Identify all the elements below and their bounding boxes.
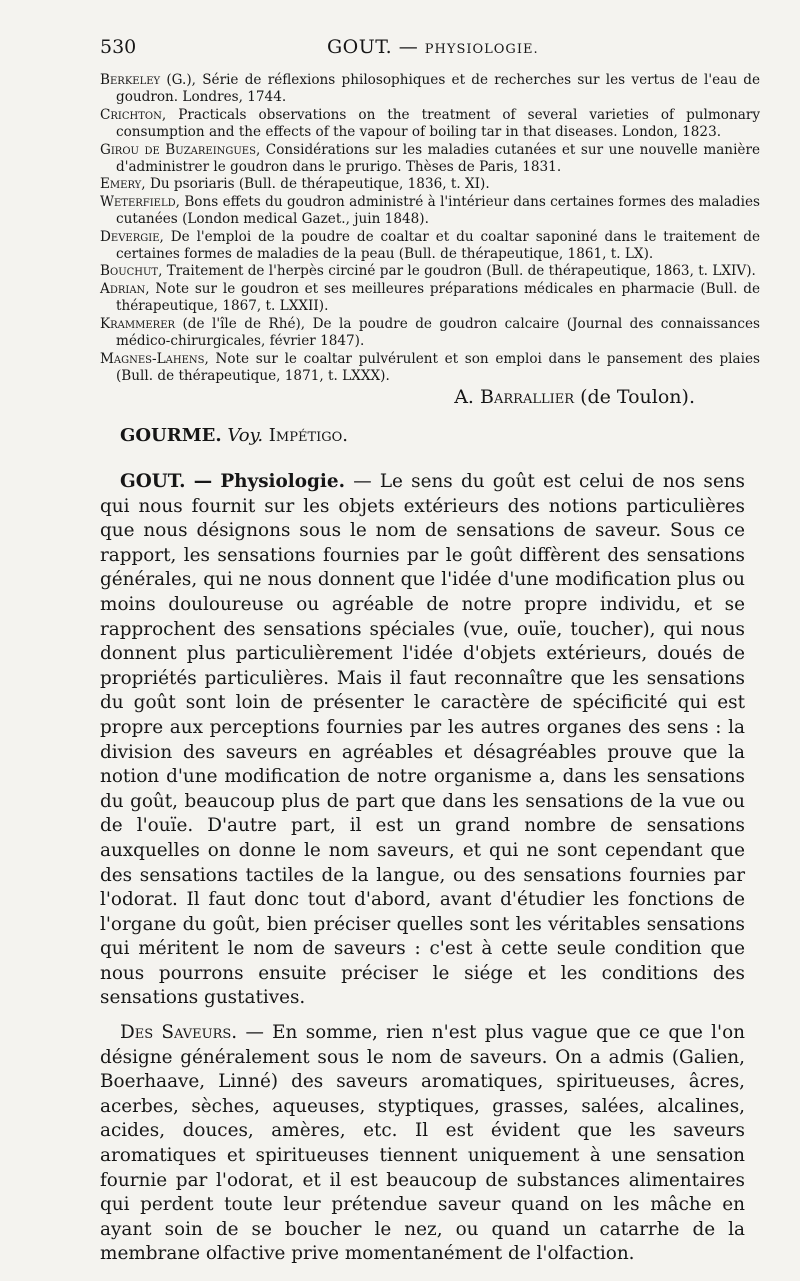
- entry-dash: —: [193, 471, 213, 492]
- ref-text: (de l'île de Rhé), De la poudre de goudron calcaire (Journal des connaissances médico-chirurgicales, février 1847).: [116, 315, 760, 350]
- bibliography-entry: [100, 176, 760, 193]
- ref-text: , Note sur le goudron et ses meilleures préparations médicales en pharmacie (Bull. de thérapeutique, 1867, t. LXXII).: [116, 280, 760, 315]
- bibliography-entry: [100, 194, 760, 229]
- paragraph-text: — Le sens du goût est celui de nos sens qui nous fournit sur les objets extérieurs des notions particulières que nous désignons sous le nom de sensations de saveur. Sous ce rapport, les sensations fournies par le goût diffèrent des sensations générales, qui ne nous donnent que l'idée d'une modification plus ou moins douloureuse ou agréable de notre propre individu, et se rapprochent des sensations spéciales (vue, ouïe, toucher), qui nous donnent plus particulièrement l'idée d'objets extérieurs, doués de propriétés particulières. Mais il faut reconnaître que les sensations du goût sont loin de présenter le caractère de spécificité qui est propre aux perceptions fournies par les autres organes des sens : la division des saveurs en agréables et désagréables prouve que la notion d'une modification de notre organisme a, dans les sensations du goût, beaucoup plus de part que dans les sensations de la vue ou de l'ouïe. D'autre part, il est un grand nombre de sensations auxquelles on donne le nom saveurs, et qui ne sont cependant que des sensations tactiles de la langue, ou des sensations fournies par l'odorat. Il faut donc tout d'abord, avant d'étudier les fonctions de l'organe du goût, bien préciser quelles sont les véritables sensations qui méritent le nom de saveurs : c'est à cette seule condition que nous pourrons ensuite préciser le siége et les conditions des sensations gustatives.: [100, 471, 745, 1009]
- ref-author: Adrian: [100, 280, 146, 297]
- signature-place: (de Toulon).: [580, 386, 695, 408]
- entry-term: GOURME.: [120, 425, 222, 446]
- running-header: [100, 36, 760, 60]
- paragraph: [100, 470, 745, 1011]
- running-title-main: GOUT. —: [327, 36, 419, 58]
- ref-text: , De l'emploi de la poudre de coaltar et du coaltar saponiné dans le traitement de certaines formes de maladies de la peau (Bull. de thérapeutique, 1861, t. LX).: [116, 228, 760, 263]
- bibliography-entry: [100, 72, 760, 107]
- ref-author: Magnes-Lahens: [100, 350, 205, 367]
- page-number: 530: [100, 36, 137, 58]
- bibliography-entry: [100, 107, 760, 142]
- ref-author: Emery: [100, 176, 142, 193]
- section-title: Des Saveurs.: [120, 1022, 238, 1044]
- ref-text: , Practicals observations on the treatment of several varieties of pulmonary consumption and the effects of the vapour of boiling tar in that diseases. London, 1823.: [116, 106, 760, 141]
- entry-term: GOUT.: [120, 471, 186, 492]
- bibliography-entry: [100, 229, 760, 264]
- see-also-target: Impétigo.: [268, 425, 349, 446]
- bibliography: [100, 72, 760, 385]
- bibliography-entry: [100, 316, 760, 351]
- ref-author: Devergie: [100, 228, 160, 245]
- bibliography-entry: [100, 263, 760, 280]
- signature-initial: A.: [454, 386, 474, 408]
- bibliography-entry: [100, 142, 760, 177]
- bibliography-entry: [100, 281, 760, 316]
- ref-text: , Considérations sur les maladies cutanées et sur une nouvelle manière d'administrer le goudron dans le prurigo. Thèses de Paris, 1831.: [116, 141, 761, 176]
- running-title: [327, 36, 539, 58]
- paragraph-text: — En somme, rien n'est plus vague que ce que l'on désigne généralement sous le nom de saveurs. On a admis (Galien, Boerhaave, Linné) des saveurs aromatiques, spiritueuses, âcres, acerbes, sèches, aqueuses, styptiques, grasses, salées, alcalines, acides, douces, amères, etc. Il est évident que les saveurs aromatiques et spiritueuses tiennent uniquement à une sensation fournie par l'odorat, et il est beaucoup de substances alimentaires qui perdent toute leur prétendue saveur quand on les mâche en ayant soin de se boucher le nez, ou quand un catarrhe de la membrane olfactive prive momentanément de l'olfaction.: [100, 1022, 745, 1265]
- ref-text: (G.), Série de réflexions philosophiques et de recherches sur les vertus de l'eau de goudron. Londres, 1744.: [116, 72, 760, 106]
- ref-text: , Bons effets du goudron administré à l'intérieur dans certaines formes des maladies cutanées (London medical Gazet., juin 1848).: [116, 193, 760, 228]
- running-title-sub: PHYSIOLOGIE.: [424, 42, 539, 57]
- signature-name: Barrallier: [480, 386, 575, 408]
- entry-heading: Physiologie.: [220, 471, 346, 492]
- ref-author: Weterfield: [100, 193, 176, 210]
- ref-author: Berkeley: [100, 72, 161, 88]
- ref-author: Krammerer: [100, 315, 176, 332]
- entry-gourme: [120, 425, 348, 446]
- author-signature: [454, 386, 695, 408]
- ref-text: , Du psoriaris (Bull. de thérapeutique, 1836, t. XI).: [141, 176, 490, 193]
- entry-gout: [100, 470, 745, 1267]
- ref-author: Girou de Buzareingues: [100, 141, 256, 158]
- ref-text: , Note sur le coaltar pulvérulent et son emploi dans le pansement des plaies (Bull. de thérapeutique, 1871, t. LXXX).: [116, 350, 760, 384]
- ref-text: , Traitement de l'herpès circiné par le goudron (Bull. de thérapeutique, 1863, t. LXIV).: [158, 263, 756, 280]
- paragraph: [100, 1021, 745, 1267]
- bibliography-entry: [100, 351, 760, 386]
- ref-author: Crichton: [100, 106, 162, 123]
- ref-author: Bouchut: [100, 263, 159, 280]
- see-also-label: Voy.: [227, 425, 264, 446]
